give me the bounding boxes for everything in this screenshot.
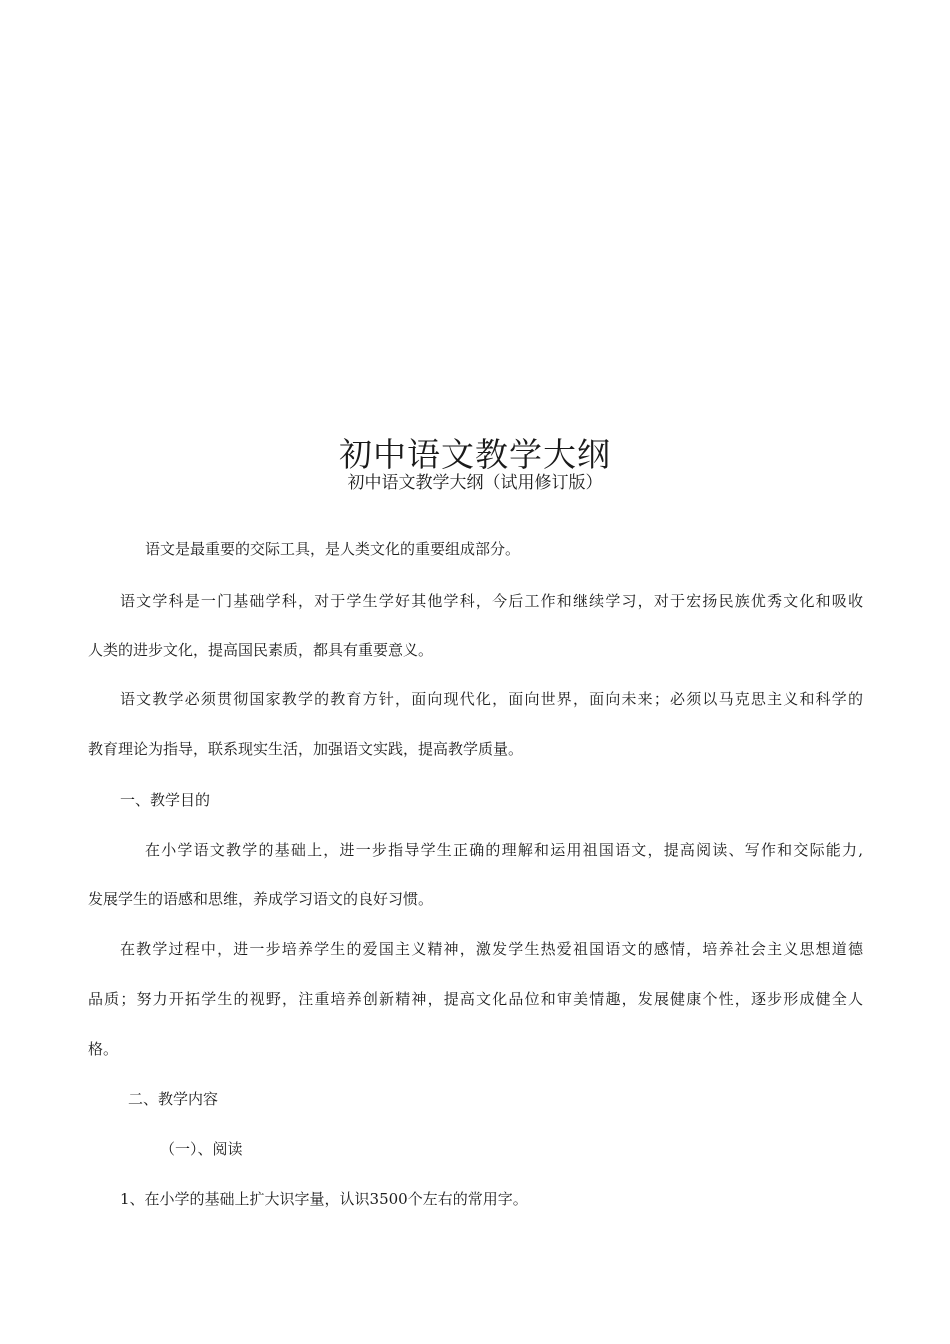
paragraph-line: 语文学科是一门基础学科，对于学生学好其他学科，今后工作和继续学习，对于宏扬民族优秀文化和吸收 <box>120 592 863 610</box>
paragraph-line: 语文教学必须贯彻国家教学的教育方针，面向现代化，面向世界，面向未来；必须以马克思主义和科学的 <box>120 690 863 708</box>
section-heading: 二、教学内容 <box>128 1090 219 1108</box>
list-item: 1、在小学的基础上扩大识字量，认识3500个左右的常用字。 <box>120 1190 528 1208</box>
document-title: 初中语文教学大纲 <box>339 435 611 474</box>
paragraph-line: 格。 <box>88 1040 119 1058</box>
paragraph-line: 在小学语文教学的基础上，进一步指导学生正确的理解和运用祖国语文，提高阅读、写作和交际能力, <box>145 841 863 859</box>
section-heading: 一、教学目的 <box>120 791 211 809</box>
paragraph-line: 教育理论为指导，联系现实生活，加强语文实践，提高教学质量。 <box>88 740 524 758</box>
document-subtitle: 初中语文教学大纲（试用修订版） <box>347 473 603 493</box>
paragraph-line: 品质；努力开拓学生的视野，注重培养创新精神，提高文化品位和审美情趣，发展健康个性，逐步形成健全人 <box>88 990 863 1008</box>
subsection-heading: （一）、阅读 <box>160 1140 243 1158</box>
paragraph-line: 发展学生的语感和思维，养成学习语文的良好习惯。 <box>88 890 434 908</box>
paragraph-line: 人类的进步文化，提高国民素质，都具有重要意义。 <box>88 641 434 659</box>
paragraph-line: 语文是最重要的交际工具，是人类文化的重要组成部分。 <box>145 540 521 558</box>
paragraph-line: 在教学过程中，进一步培养学生的爱国主义精神，激发学生热爱祖国语文的感情，培养社会主义思想道德 <box>120 940 863 958</box>
